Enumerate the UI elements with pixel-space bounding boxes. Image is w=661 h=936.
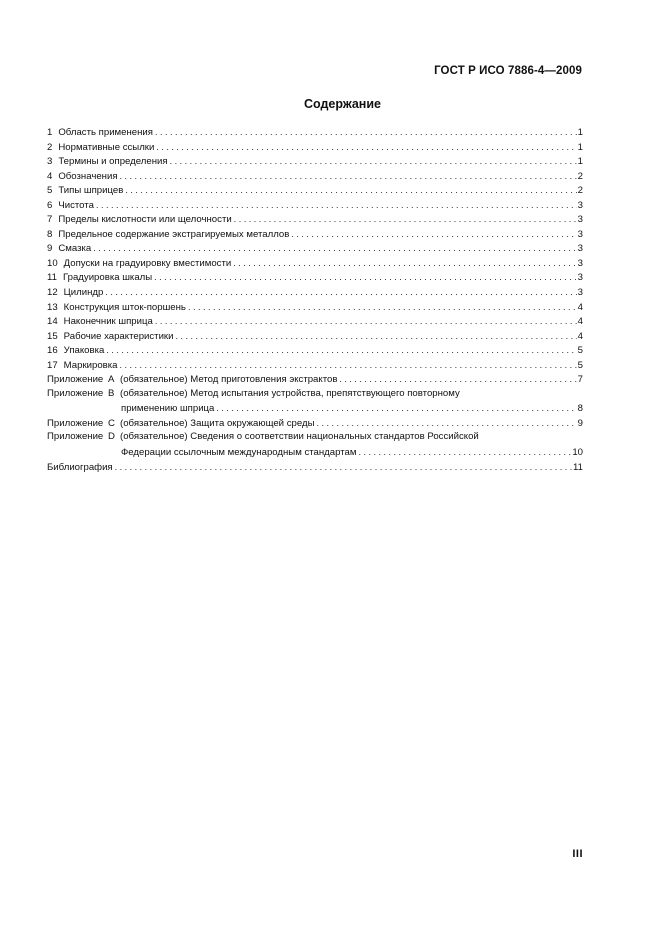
- toc-entry-title: Обозначения: [58, 170, 118, 182]
- toc-entry-page: 2: [577, 185, 583, 197]
- toc-appendix-entry[interactable]: [47, 387, 583, 402]
- appendix-letter: C: [108, 417, 115, 429]
- appendix-page: 10: [572, 447, 583, 459]
- toc-entry[interactable]: [47, 154, 583, 169]
- appendix-prefix: Приложение: [47, 387, 104, 399]
- dot-leader: [188, 300, 577, 315]
- appendix-title-continued: Федерации ссылочным международным стандартам: [121, 447, 357, 459]
- appendix-letter: D: [108, 431, 115, 443]
- toc-entry-title: Термины и определения: [58, 156, 168, 168]
- toc-entry-page: 3: [577, 287, 583, 299]
- dot-leader: [155, 125, 577, 140]
- bibliography-title: Библиография: [47, 461, 113, 473]
- toc-entry-number: 6: [47, 199, 53, 211]
- toc-entry-number: 13: [47, 301, 58, 313]
- toc-entry-number: 11: [47, 272, 57, 284]
- appendix-status: (обязательное): [120, 417, 188, 429]
- toc-entry-title: Типы шприцев: [58, 185, 124, 197]
- appendix-prefix: Приложение: [47, 374, 104, 386]
- toc-entry-label: [47, 301, 186, 316]
- toc-appendix-label: [47, 430, 479, 445]
- toc-entry-number: 3: [47, 156, 53, 168]
- bibliography-page: 11: [573, 461, 583, 473]
- toc-entry[interactable]: [47, 241, 583, 256]
- toc-entry-title: Конструкция шток-поршень: [63, 301, 186, 313]
- toc-entry-number: 16: [47, 345, 58, 357]
- toc-entry-title: Смазка: [58, 243, 92, 255]
- toc-appendix-entry[interactable]: [47, 430, 583, 445]
- appendix-prefix: Приложение: [47, 431, 104, 443]
- toc-entry-number: 5: [47, 185, 53, 197]
- toc-entry-title: Цилиндр: [63, 287, 104, 299]
- toc-entry-page: 1: [577, 127, 583, 138]
- toc-entry-title: Предельное содержание экстрагируемых металлов: [58, 228, 290, 240]
- toc-entry-page: 5: [577, 359, 583, 371]
- toc-entry-title: Упаковка: [63, 345, 105, 357]
- dot-leader: [176, 329, 577, 344]
- toc-entry-title: Наконечник шприца: [63, 316, 153, 328]
- toc-entry[interactable]: [47, 300, 583, 315]
- appendix-page: 9: [577, 417, 583, 429]
- toc-entry-number: 15: [47, 330, 58, 342]
- toc-entry-title: Область применения: [58, 127, 153, 138]
- dot-leader: [233, 256, 576, 271]
- appendix-letter: B: [108, 387, 115, 399]
- appendix-title: Защита окружающей среды: [190, 417, 315, 429]
- page-number: III: [572, 848, 583, 860]
- toc-appendix-label: [47, 373, 337, 388]
- toc-entry-label: [47, 184, 123, 199]
- toc-entry-label: [47, 170, 118, 185]
- toc-entry-label: [47, 271, 152, 286]
- toc-entry-page: 4: [577, 316, 583, 328]
- toc-entry-number: 4: [47, 170, 53, 182]
- appendix-page: 7: [577, 374, 583, 386]
- toc-entry-label: [47, 242, 91, 257]
- toc-entry-label: [47, 141, 154, 156]
- toc-entry-title: Рабочие характеристики: [63, 330, 174, 342]
- toc-entry[interactable]: [47, 227, 583, 242]
- toc-entry[interactable]: [47, 198, 583, 213]
- toc-appendix-entry-continued[interactable]: [47, 401, 583, 416]
- toc-entry-label: [47, 126, 153, 141]
- toc-entry-number: 8: [47, 228, 53, 240]
- dot-leader: [154, 270, 576, 285]
- toc-entry-label: [47, 344, 104, 359]
- toc-entry-page: 2: [577, 170, 583, 182]
- toc-entry-number: 1: [47, 127, 53, 138]
- toc-entry-title: Градуировка шкалы: [62, 272, 153, 284]
- toc-entry-page: 3: [577, 199, 583, 211]
- toc-entry-page: 4: [577, 301, 583, 313]
- toc-entry[interactable]: [47, 212, 583, 227]
- appendix-title: Метод приготовления экстрактов: [190, 374, 338, 386]
- dot-leader: [115, 460, 572, 475]
- toc-entry[interactable]: [47, 256, 583, 271]
- toc-entry[interactable]: [47, 314, 583, 329]
- dot-leader: [170, 154, 577, 169]
- toc-entry[interactable]: [47, 329, 583, 344]
- toc-entry-page: 1: [577, 156, 583, 168]
- dot-leader: [156, 140, 576, 155]
- toc-entry-page: 1: [577, 141, 583, 153]
- toc-entry-number: 9: [47, 243, 53, 255]
- toc-entry[interactable]: [47, 358, 583, 373]
- toc-entry[interactable]: [47, 343, 583, 358]
- dot-leader: [358, 445, 571, 460]
- toc-entry-page: 4: [577, 330, 583, 342]
- toc-entry-label: [47, 315, 153, 330]
- appendix-status: (обязательное): [120, 387, 188, 399]
- dot-leader: [105, 285, 576, 300]
- dot-leader: [125, 183, 576, 198]
- appendix-prefix: Приложение: [47, 417, 104, 429]
- toc-entry-number: 2: [47, 141, 53, 153]
- toc-entry-number: 17: [47, 359, 58, 371]
- toc-entry[interactable]: [47, 169, 583, 184]
- dot-leader: [120, 358, 577, 373]
- dot-leader: [316, 416, 576, 431]
- dot-leader: [120, 169, 577, 184]
- appendix-title: Сведения о соответствии национальных стандартов Российской: [190, 431, 479, 443]
- toc-entry-title: Пределы кислотности или щелочности: [58, 214, 232, 226]
- toc-entry-label: [47, 330, 174, 345]
- toc-entry-label: [47, 257, 231, 272]
- toc-entry-number: 10: [47, 257, 58, 269]
- toc-entry-title: Чистота: [58, 199, 94, 211]
- appendix-page: 8: [577, 403, 583, 415]
- dot-leader: [216, 401, 576, 416]
- appendix-letter: A: [108, 374, 115, 386]
- standard-designation: ГОСТ Р ИСО 7886-4—2009: [434, 65, 582, 77]
- toc-appendix-entry-continued[interactable]: [47, 445, 583, 460]
- toc-bibliography-entry[interactable]: [47, 460, 583, 475]
- toc-entry-label: [47, 155, 168, 170]
- toc-entry[interactable]: [47, 285, 583, 300]
- toc-appendix-entry[interactable]: [47, 416, 583, 431]
- toc-entry-page: 5: [577, 345, 583, 357]
- toc-entry-number: 14: [47, 316, 58, 328]
- toc-appendix-entry[interactable]: [47, 372, 583, 387]
- toc-entry-label: [47, 213, 232, 228]
- dot-leader: [96, 198, 577, 213]
- dot-leader: [291, 227, 576, 242]
- dot-leader: [106, 343, 576, 358]
- dot-leader: [234, 212, 577, 227]
- toc-entry-title: Допуски на градуировку вместимости: [63, 257, 232, 269]
- toc-entry[interactable]: [47, 183, 583, 198]
- appendix-title-continued: применению шприца: [121, 403, 215, 415]
- toc-entry[interactable]: [47, 140, 583, 155]
- toc-entry-title: Нормативные ссылки: [58, 141, 155, 153]
- toc-entry-number: 7: [47, 214, 53, 226]
- toc-entry-label: [47, 286, 103, 301]
- dot-leader: [155, 314, 577, 329]
- appendix-title: Метод испытания устройства, препятствующего повторному: [190, 387, 460, 399]
- toc-appendix-label: [47, 387, 460, 402]
- toc-entry-label: [47, 199, 94, 214]
- toc-entry-number: 12: [47, 287, 58, 299]
- toc-entry-page: 3: [577, 272, 583, 284]
- toc-entry[interactable]: [47, 270, 583, 285]
- toc-entry-page: 3: [577, 243, 583, 255]
- toc-entry[interactable]: [47, 125, 583, 140]
- toc-entry-title: Маркировка: [63, 359, 118, 371]
- appendix-status: (обязательное): [120, 374, 188, 386]
- toc-entry-page: 3: [577, 214, 583, 226]
- dot-leader: [93, 241, 576, 256]
- toc-appendix-label: [47, 417, 314, 432]
- toc-title: Содержание: [303, 97, 381, 111]
- toc-entry-label: [47, 228, 289, 243]
- toc-entry-page: 3: [577, 228, 583, 240]
- table-of-contents: [47, 125, 583, 474]
- toc-entry-label: [47, 359, 118, 374]
- dot-leader: [339, 372, 576, 387]
- appendix-status: (обязательное): [120, 431, 188, 443]
- toc-entry-page: 3: [577, 257, 583, 269]
